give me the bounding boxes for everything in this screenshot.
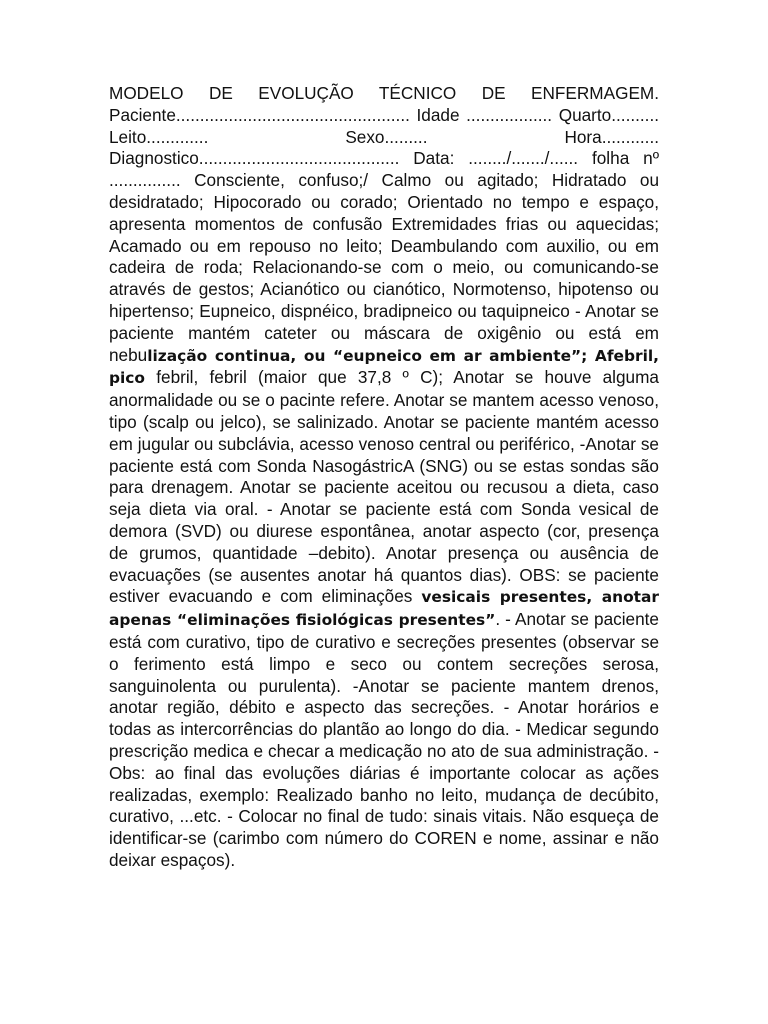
- text-segment-bold-nebulization: lização continua, ou “eupneico em ar ambiente”; Afebril, pico: [109, 346, 659, 388]
- text-segment-intro: MODELO DE EVOLUÇÃO TÉCNICO DE ENFERMAGEM. Paciente................................................. Idade .................. Quarto.......... Leito............. Sexo......... Hora............ Diagnostico.......................................... Data: ......../......./...... folha nº ............... Consciente, confuso;/ Calmo ou agitado; Hidratado ou desidratado; Hipocorado ou corado; Orientado no tempo e espaço, apresenta momentos de confusão Extremidades frias ou aquecidas; Acamado ou em repouso no leito; Deambulando com auxilio, ou em cadeira de roda; Relacionando-se com o meio, ou comunicando-se através de gestos; Acianótico ou cianótico, Normotenso, hipotenso ou hipertenso; Eupneico, dispnéico, bradipneico ou taquipneico - Anotar se paciente mantém cateter ou máscara de oxigênio ou está em nebu: [109, 83, 659, 365]
- text-segment-ending: . - Anotar se paciente está com curativo, tipo de curativo e secreções presentes (observar se o ferimento está limpo e seco ou contem secreções serosa, sanguinolenta ou purulenta). -Anotar se paciente mantem drenos, anotar região, débito e aspecto das secreções. - Anotar horários e todas as intercorrências do plantão ao longo do dia. - Medicar segundo prescrição medica e checar a medicação no ato de sua administração. - Obs: ao final das evoluções diárias é importante colocar as ações realizadas, exemplo: Realizado banho no leito, mudança de decúbito, curativo, ...etc. - Colocar no final de tudo: sinais vitais. Não esqueça de identificar-se (carimbo com número do COREN e nome, assinar e não deixar espaços).: [109, 609, 659, 870]
- document-body-text: [109, 83, 659, 872]
- text-segment-bold-eliminations: vesicais presentes, anotar apenas “eliminações fisiológicas presentes”: [109, 588, 659, 630]
- document-page: [109, 83, 659, 872]
- text-segment-middle: febril, febril (maior que 37,8 º C); Anotar se houve alguma anormalidade ou se o pacinte refere. Anotar se mantem acesso venoso, tipo (scalp ou jelco), se salinizado. Anotar se paciente mantém acesso em jugular ou subclávia, acesso venoso central ou periférico, -Anotar se paciente está com Sonda NasogástricA (SNG) ou se estas sondas são para drenagem. Anotar se paciente aceitou ou recusou a dieta, caso seja dieta via oral. - Anotar se paciente está com Sonda vesical de demora (SVD) ou diurese espontânea, anotar aspecto (cor, presença de grumos, quantidade –debito). Anotar presença ou ausência de evacuações (se ausentes anotar há quantos dias). OBS: se paciente estiver evacuando e com eliminações: [109, 367, 659, 607]
